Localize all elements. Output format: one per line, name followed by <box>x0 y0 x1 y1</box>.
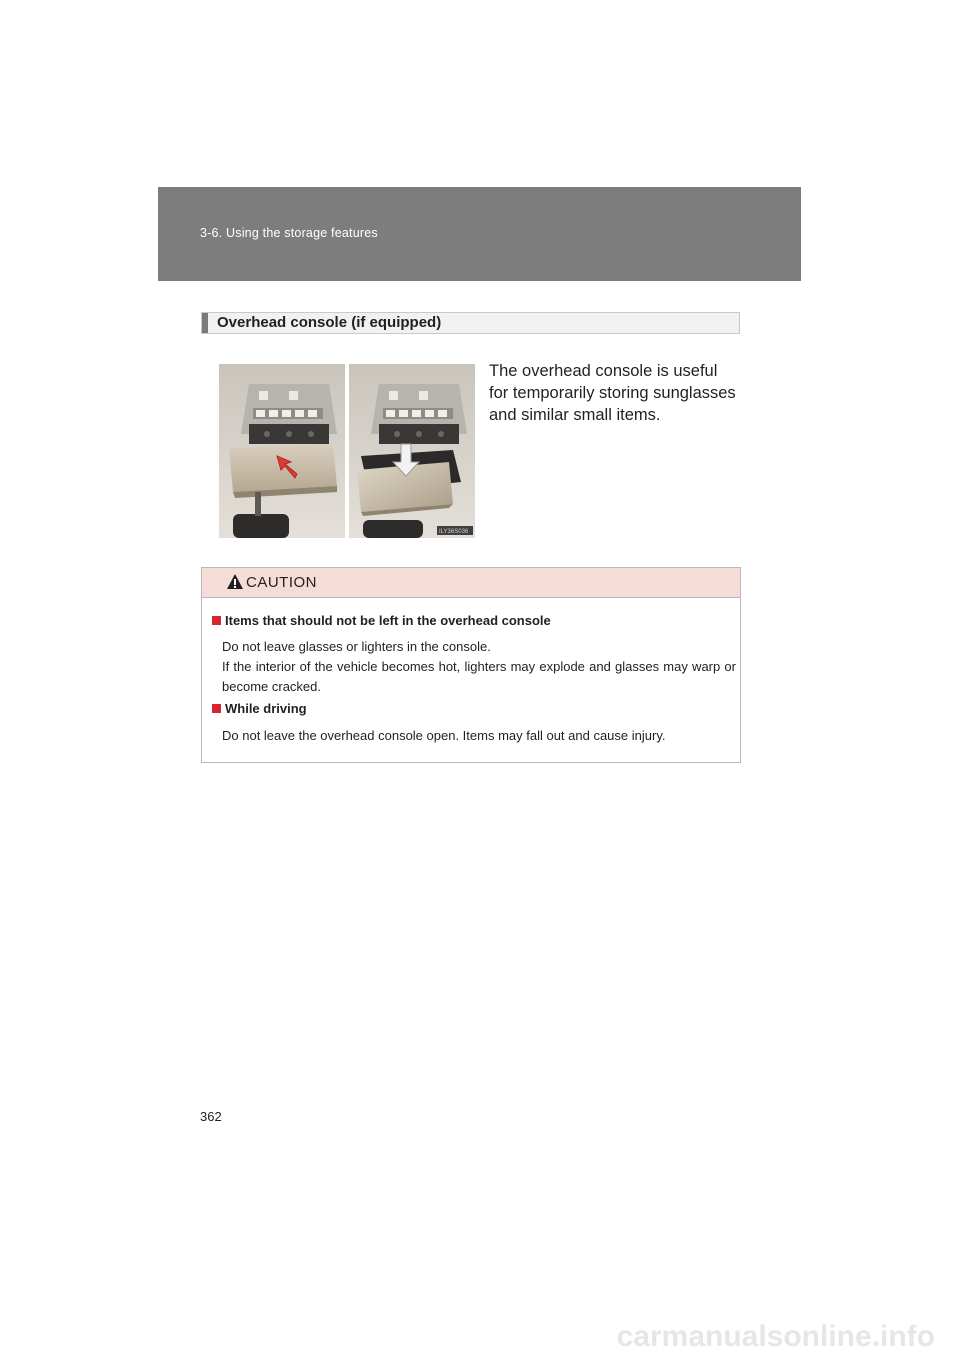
caution-item-text: Do not leave glasses or lighters in the console. <box>222 639 491 654</box>
caution-item-title-text: While driving <box>225 701 307 716</box>
intro-paragraph: The overhead console is useful for temporarily storing sunglasses and similar small items. <box>489 362 736 424</box>
page-number: 362 <box>200 1109 222 1124</box>
watermark-text: carmanualsonline.info <box>616 1320 935 1353</box>
section-heading: Overhead console (if equipped) <box>217 314 442 331</box>
image-code: ILY36S036 <box>439 529 469 535</box>
caution-label: CAUTION <box>246 574 317 591</box>
caution-item-title-text: Items that should not be left in the overhead console <box>225 613 551 628</box>
section-path: 3-6. Using the storage features <box>200 226 378 240</box>
caution-item-text: If the interior of the vehicle becomes hot, lighters may explode and glasses may warp or become cracked. <box>222 659 736 694</box>
caution-item-text: Do not leave the overhead console open. Items may fall out and cause injury. <box>222 728 666 743</box>
